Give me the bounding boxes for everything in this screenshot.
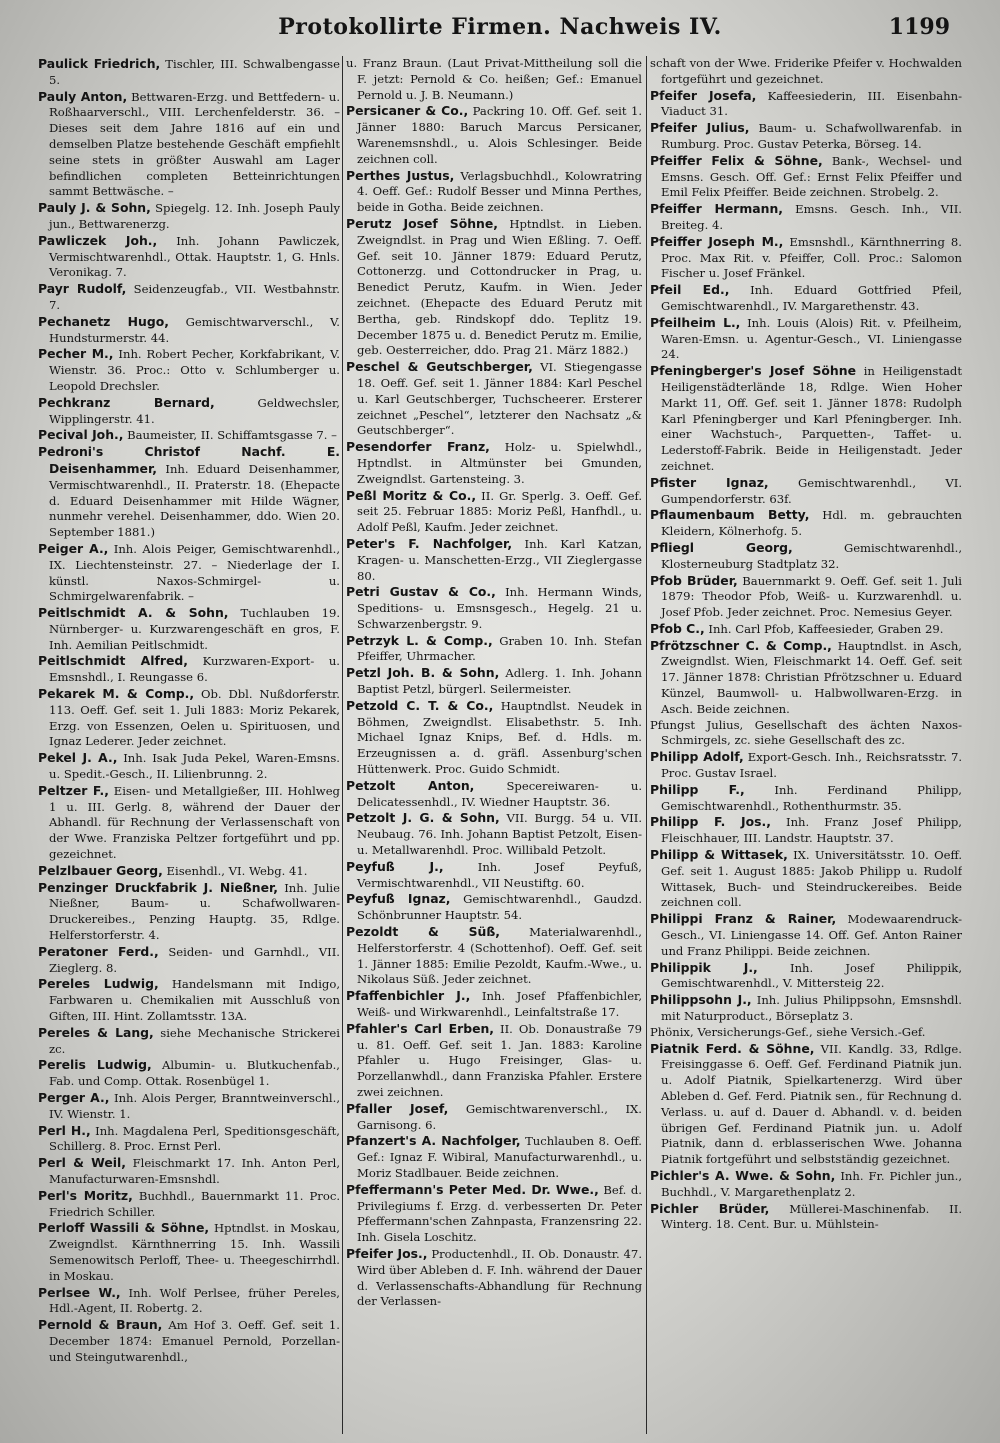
entry-text: VII. Kandlg. 33, Rdlge. Freisinggasse 6. Oeff. Gef. Ferdinand Piatnik jun. u. Adolf Piatnik, Spielkartenerzg. Wird über Ableben d. Gef. Ferd. Piatnik sen., für Rechnung d. Verlass. u. auf d. Dauer d. Abhandl. v. d. beiden übrigen Gef. Ferdinand Piatnik jun. u. Adolf Piatnik, dann d. erblasserischen Wwe. Johanna Piatnik fortgeführt und selbstständig gezeichnet. — [661, 1041, 962, 1167]
entry-text: Buchhdl., Bauernmarkt 11. Proc. Friedrich Schiller. — [49, 1188, 340, 1219]
firm-name: Pfister Ignaz, — [650, 474, 769, 490]
firm-name: Philipp F. Jos., — [650, 814, 771, 830]
firm-name: Pfeifer Josefa, — [650, 87, 757, 103]
firm-name: Payr Rudolf, — [38, 281, 127, 297]
firm-name: Pfahler's Carl Erben, — [346, 1020, 495, 1036]
entry-text: Eisen- und Metallgießer, III. Hohlweg 1 u. III. Gerlg. 8, während der Dauer der Abhandl. für Rechnung der Verlassenschaft von der Wwe. Franziska Peltzer fortgeführt und pp. gezeichnet. — [49, 783, 340, 862]
directory-entry — [650, 638, 962, 718]
firm-name: Pfaffenbichler J., — [346, 988, 471, 1004]
column-middle — [346, 56, 642, 1436]
firm-name: Peiger A., — [38, 540, 109, 556]
page-number: 1199 — [888, 14, 950, 40]
firm-name: Perthes Justus, — [346, 167, 455, 183]
directory-entry — [38, 1220, 340, 1284]
entry-text: Specereiwaren- u. Delicatessenhdl., IV. Wiedner Hauptstr. 36. — [357, 778, 642, 809]
firm-name: Pfeifer Julius, — [650, 120, 750, 136]
directory-entry — [38, 314, 340, 347]
entry-text: Inh. Alois Peiger, Gemischtwarenhdl., IX. Liechtensteinstr. 27. – Niederlage der I. künstl. Naxos-Schmirgel- u. Schmirgelwarenfabrik. – — [49, 541, 340, 604]
directory-entry — [38, 444, 340, 541]
firm-name: Pflaumenbaum Betty, — [650, 507, 810, 523]
column-divider — [646, 56, 647, 1434]
entry-text: Inh. Magdalena Perl, Speditionsgeschäft, Schillerg. 8. Proc. Ernst Perl. — [49, 1123, 340, 1154]
directory-entry — [650, 960, 962, 993]
directory-entry — [650, 911, 962, 959]
directory-entry — [650, 234, 962, 282]
firm-name: Pfob Brüder, — [650, 572, 738, 588]
entry-text: Inh. Franz Josef Philipp, Fleischhauer, III. Landstr. Hauptstr. 37. — [661, 815, 962, 846]
directory-entry — [38, 686, 340, 750]
entry-text: Verlagsbuchhdl., Kolowratring 4. Oeff. Gef.: Rudolf Besser und Minna Perthes, beide in Gotha. Beide zeichnen. — [357, 168, 642, 215]
directory-entry — [346, 584, 642, 632]
directory-entry — [346, 1133, 642, 1181]
directory-entry — [38, 346, 340, 394]
directory-entry — [38, 653, 340, 686]
firm-name: Perelis Ludwig, — [38, 1057, 152, 1073]
directory-entry — [650, 282, 962, 315]
directory-entry — [38, 233, 340, 281]
entry-text: Inh. Alois Perger, Branntweinverschl., IV. Wienstr. 1. — [49, 1091, 340, 1121]
firm-name: Pfanzert's A. Nachfolger, — [346, 1133, 521, 1149]
entry-text: Hauptndlst. in Asch, Zweigndlst. Wien, Fleischmarkt 14. Oeff. Gef. seit 17. Jänner 1878: Christian Pfrötzschner u. Eduard Künzel, Baumwoll- u. Halbwollwaren-Erzg. in Asch. Beide zeichnen. — [661, 638, 962, 716]
directory-entry — [650, 621, 962, 638]
directory-entry — [650, 153, 962, 201]
entry-text: Inh. Eduard Gottfried Pfeil, Gemischtwarenhdl., IV. Margarethenstr. 43. — [661, 283, 962, 313]
directory-entry — [346, 924, 642, 988]
firm-name: Petzolt Anton, — [346, 777, 475, 793]
firm-name: Pechkranz Bernard, — [38, 394, 215, 410]
directory-entry — [650, 749, 962, 782]
entry-text: II. Gr. Sperlg. 3. Oeff. Gef. seit 25. Februar 1885: Moriz Peßl, Hanfhdl., u. Adolf Peßl, Kaufm. Jeder zeichnet. — [357, 488, 642, 535]
entry-text: Hauptndlst. Neudek in Böhmen, Zweigndlst. Elisabethstr. 5. Inh. Michael Ignaz Knips, Bef. d. Hdls. m. Erzeugnissen a. d. gräfl. Assenburg'schen Hüttenwerk. Proc. Guido Schmidt. — [357, 698, 642, 777]
entry-text: Phönix, Versicherungs-Gef., siehe Versich.-Gef. — [650, 1024, 926, 1039]
entry-text: Tischler, III. Schwalbengasse 5. — [49, 57, 340, 87]
directory-entry — [650, 847, 962, 911]
firm-name: Peltzer F., — [38, 782, 109, 798]
entry-text: u. Franz Braun. (Laut Privat-Mittheilung soll die F. jetzt: Pernold & Co. heißen; Gef.: Emanuel Pernold u. J. B. Neumann.) — [346, 56, 642, 102]
directory-entry — [346, 488, 642, 536]
entry-text: Inh. Robert Pecher, Korkfabrikant, V. Wienstr. 36. Proc.: Otto v. Schlumberger u. Leopold Drechsler. — [49, 347, 340, 393]
firm-name: Philippik J., — [650, 959, 758, 975]
directory-entry — [650, 1168, 962, 1201]
entry-text: Gemischtwarenhdl., VI. Gumpendorferstr. 63f. — [661, 475, 962, 506]
firm-name: Pfrötzschner C. & Comp., — [650, 637, 832, 653]
firm-name: Peyfuß Ignaz, — [346, 891, 451, 907]
firm-name: Petzold C. T. & Co., — [346, 697, 494, 713]
directory-entry — [346, 1246, 642, 1310]
entry-text: Bef. d. Privilegiums f. Erzg. d. verbesserten Dr. Peter Pfeffermann'schen Zahnpasta, Franzensring 22. Inh. Gisela Loschitz. — [357, 1182, 642, 1245]
firm-name: Peyfuß J., — [346, 858, 444, 874]
directory-entry — [38, 863, 340, 880]
directory-entry — [650, 88, 962, 121]
directory-entry — [38, 541, 340, 605]
directory-entry — [38, 944, 340, 977]
directory-entry — [38, 1025, 340, 1058]
entry-text: Am Hof 3. Oeff. Gef. seit 1. December 1874: Emanuel Pernold, Porzellan- und Steingutwarenhdl., — [49, 1318, 340, 1364]
firm-name: Pfeil Ed., — [650, 282, 730, 298]
directory-entry — [650, 573, 962, 621]
firm-name: Pfaller Josef, — [346, 1100, 449, 1116]
directory-entry — [346, 103, 642, 167]
firm-name: Perger A., — [38, 1090, 110, 1105]
directory-entry — [38, 200, 340, 233]
entry-text: Gemischtwarenhdl., Klosterneuburg Stadtplatz 32. — [661, 540, 962, 571]
firm-name: Pereles Ludwig, — [38, 976, 159, 992]
firm-name: Pauly Anton, — [38, 88, 128, 104]
entry-text: Pfungst Julius, Gesellschaft des ächten Naxos-Schmirgels, zc. siehe Gesellschaft des zc. — [650, 717, 962, 748]
directory-entry — [38, 395, 340, 428]
entry-text: Baum- u. Schafwollwarenfab. in Rumburg. Proc. Gustav Peterka, Börseg. 14. — [661, 121, 962, 151]
entry-text: Inh. Johann Pawliczek, Vermischtwarenhdl., Ottak. Hauptstr. 1, G. Hnls. Veronikag. 7. — [49, 233, 340, 280]
directory-entry — [346, 1182, 642, 1246]
firm-name: Peßl Moritz & Co., — [346, 487, 477, 503]
firm-name: Pfeiffer Hermann, — [650, 201, 783, 217]
directory-entry — [650, 363, 962, 475]
firm-name: Peitlschmidt A. & Sohn, — [38, 605, 229, 621]
entry-text: Handelsmann mit Indigo, Farbwaren u. Chemikalien mit Ausschluß von Giften, III. Hint. Zollamtsstr. 13A. — [49, 977, 340, 1024]
directory-entry — [346, 168, 642, 216]
firm-name: Pawliczek Joh., — [38, 232, 158, 248]
firm-name: Peitlschmidt Alfred, — [38, 653, 188, 669]
entry-text: Modewaarendruck-Gesch., VI. Liniengasse 14. Off. Gef. Anton Rainer und Franz Philippi. Beide zeichnen. — [661, 912, 962, 958]
firm-name: Pechanetz Hugo, — [38, 313, 169, 329]
firm-name: Petrzyk L. & Comp., — [346, 632, 493, 648]
entry-text: Bank-, Wechsel- und Emsns. Gesch. Off. Gef.: Ernst Felix Pfeiffer und Emil Felix Pfeiffer. Beide zeichnen. Strobelg. 2. — [661, 153, 962, 200]
directory-entry — [38, 1123, 340, 1156]
firm-name: Perl H., — [38, 1122, 91, 1138]
directory-entry — [650, 507, 962, 540]
entry-text: IX. Universitätsstr. 10. Oeff. Gef. seit 1. August 1885: Jakob Philipp u. Rudolf Wittasek, Buch- und Steindruckereibes. Beide zeichnen coll. — [661, 848, 962, 910]
entry-text: Spiegelg. 12. Inh. Joseph Pauly jun., Bettwarenerzg. — [49, 201, 340, 231]
entry-text: Inh. Fr. Pichler jun., Buchhdl., V. Margarethenplatz 2. — [661, 1168, 962, 1199]
directory-entry — [38, 1285, 340, 1318]
entry-text: Bauernmarkt 9. Oeff. Gef. seit 1. Juli 1879: Theodor Pfob, Weiß- u. Kurzwarenhdl. u. Josef Pfob. Jeder zeichnet. Proc. Nemesius Geyer. — [661, 573, 962, 620]
entry-text: Tuchlauben 8. Oeff. Gef.: Ignaz F. Wibiral, Manufacturwarenhdl., u. Moriz Stadlbauer. Beide zeichnen. — [357, 1134, 642, 1180]
entry-text: Holz- u. Spielwhdl., Hptndlst. in Altmünster bei Gmunden, Zweigndlst. Gartensteing. 3. — [357, 440, 642, 486]
directory-entry — [346, 859, 642, 892]
entry-text: Inh. Carl Pfob, Kaffeesieder, Graben 29. — [708, 621, 944, 636]
firm-name: Pfeiffer Joseph M., — [650, 233, 784, 249]
directory-entry — [650, 540, 962, 573]
firm-name: Perl & Weil, — [38, 1155, 126, 1171]
firm-name: Pfeiffer Felix & Söhne, — [650, 152, 823, 168]
firm-name: Perlsee W., — [38, 1284, 121, 1300]
entry-text: Seiden- und Garnhdl., VII. Zieglerg. 8. — [49, 944, 340, 975]
entry-text: Inh. Julius Philippsohn, Emsnshdl. mit Naturproduct., Börseplatz 3. — [661, 993, 962, 1024]
firm-name: Pauly J. & Sohn, — [38, 200, 151, 216]
directory-entry — [650, 814, 962, 847]
entry-text: Tuchlauben 19. Nürnberger- u. Kurzwarengeschäft en gros, F. Inh. Aemilian Peitlschmidt. — [49, 606, 340, 652]
firm-name: Pezoldt & Süß, — [346, 924, 500, 940]
entry-text: Baumeister, II. Schiffamtsgasse 7. – — [127, 428, 337, 443]
directory-entry — [650, 1201, 962, 1234]
directory-entry — [650, 475, 962, 508]
firm-name: Pekel J. A., — [38, 750, 118, 766]
directory-entry — [650, 120, 962, 153]
directory-entry — [346, 439, 642, 487]
entry-text: Packring 10. Off. Gef. seit 1. Jänner 1880: Baruch Marcus Persicaner, Warenemsnshdl., u. Alois Schlesinger. Beide zeichnen coll. — [357, 104, 642, 166]
firm-name: Petzl Joh. B. & Sohn, — [346, 665, 500, 681]
entry-text: Emsnshdl., Kärnthnerring 8. Proc. Max Rit. v. Pfeiffer, Coll. Proc.: Salomon Fischer u. Josef Fränkel. — [661, 234, 962, 281]
directory-entry — [346, 665, 642, 698]
firm-name: Pedroni's Christof Nachf. E. Deisenhammer, — [38, 444, 340, 476]
entry-text: Müllerei-Maschinenfab. II. Winterg. 18. Cent. Bur. u. Mühlstein- — [661, 1201, 962, 1232]
firm-name: Pichler's A. Wwe. & Sohn, — [650, 1167, 836, 1183]
entry-text: Hptndlst. in Moskau, Zweigndlst. Kärnthnerring 15. Inh. Wassili Semenowitsch Perloff, Thee- u. Theegeschirrhdl. in Moskau. — [49, 1221, 340, 1283]
directory-entry — [650, 1025, 962, 1041]
directory-entry — [38, 1317, 340, 1365]
firm-name: Philipp F., — [650, 781, 745, 797]
entry-text: Kurzwaren-Export- u. Emsnshdl., I. Reungasse 6. — [49, 654, 340, 685]
entry-text: Inh. Josef Peyfuß, Vermischtwarenhdl., VII Neustiftg. 60. — [357, 859, 642, 890]
entry-text: Fleischmarkt 17. Inh. Anton Perl, Manufacturwaren-Emsnshdl. — [49, 1156, 340, 1186]
entry-text: Productenhdl., II. Ob. Donaustr. 47. Wird über Ableben d. F. Inh. während der Dauer d. Verlassenschafts-Abhandlung für Rechnung der Verlassen- — [357, 1246, 642, 1309]
firm-name: Pfeffermann's Peter Med. Dr. Wwe., — [346, 1181, 599, 1197]
firm-name: Piatnik Ferd. & Söhne, — [650, 1040, 815, 1056]
directory-entry — [346, 778, 642, 811]
firm-name: Perutz Josef Söhne, — [346, 215, 498, 231]
page-header — [40, 14, 960, 48]
entry-text: Inh. Hermann Winds, Speditions- u. Emsnsgesch., Hegelg. 21 u. Schwarzenbergstr. 9. — [357, 585, 642, 631]
entry-text: VI. Stiegengasse 18. Oeff. Gef. seit 1. Jänner 1884: Karl Peschel u. Karl Geutschberger, Tuchscheerer. Ersterer zeichnet „Peschel“, letzterer den Nachsatz „& Geutschberger“. — [357, 360, 642, 438]
directory-entry — [650, 992, 962, 1025]
entry-text: Hdl. m. gebrauchten Kleidern, Kölnerhofg. 5. — [661, 508, 962, 539]
directory-entry — [38, 1188, 340, 1221]
directory-entry — [650, 56, 962, 88]
firm-name: Pecival Joh., — [38, 427, 124, 443]
firm-name: Philippi Franz & Rainer, — [650, 911, 837, 927]
directory-entry — [38, 89, 340, 201]
entry-text: Geldwechsler, Wipplingerstr. 41. — [49, 395, 340, 426]
entry-text: Eisenhdl., VI. Webg. 41. — [166, 863, 308, 878]
directory-entry — [346, 633, 642, 666]
directory-entry — [346, 698, 642, 778]
entry-text: Inh. Karl Katzan, Kragen- u. Manschetten-Erzg., VII Zieglergasse 80. — [357, 536, 642, 583]
firm-name: Pecher M., — [38, 346, 114, 362]
directory-entry — [346, 56, 642, 103]
directory-entry — [346, 810, 642, 858]
entry-text: Inh. Josef Pfaffenbichler, Weiß- und Wirkwarenhdl., Leinfaltstraße 17. — [357, 989, 642, 1020]
firm-name: Pereles & Lang, — [38, 1024, 154, 1040]
entry-text: VII. Burgg. 54 u. VII. Neubaug. 76. Inh. Johann Baptist Petzolt, Eisen- u. Metallwarenhdl. Proc. Willibald Petzolt. — [357, 811, 642, 858]
firm-name: Pelzlbauer Georg, — [38, 862, 163, 878]
entry-text: Export-Gesch. Inh., Reichsratsstr. 7. Proc. Gustav Israel. — [661, 750, 962, 781]
entry-text: Materialwarenhdl., Helferstorferstr. 4 (Schottenhof). Oeff. Gef. seit 1. Jänner 1885: Emilie Pezoldt, Kaufm.-Wwe., u. Nikolaus Süß. Jeder zeichnet. — [357, 925, 642, 987]
firm-name: Peschel & Geutschberger, — [346, 359, 533, 375]
firm-name: Philippsohn J., — [650, 992, 752, 1008]
directory-entry — [38, 783, 340, 863]
entry-text: Adlerg. 1. Inh. Johann Baptist Petzl, bürgerl. Seilermeister. — [357, 666, 642, 697]
firm-name: Penzinger Druckfabrik J. Nießner, — [38, 879, 278, 895]
directory-entry — [650, 782, 962, 815]
directory-entry — [38, 976, 340, 1024]
directory-entry — [650, 315, 962, 363]
entry-text: Inh. Isak Juda Pekel, Waren-Emsns. u. Spedit.-Gesch., II. Lilienbrunng. 2. — [49, 751, 340, 782]
entry-text: II. Ob. Donaustraße 79 u. 81. Oeff. Gef. seit 1. Jan. 1883: Karoline Pfahler u. Hugo Freisinger, Glas- u. Porzellanwhdl., dann Franziska Pfahler. Erstere zwei zeichnen. — [357, 1021, 642, 1099]
firm-name: Peratoner Ferd., — [38, 943, 159, 959]
entry-text: Seidenzeugfab., VII. Westbahnstr. 7. — [49, 282, 340, 312]
column-right — [650, 56, 962, 1436]
page-title: Protokollirte Firmen. Nachweis IV. — [278, 14, 722, 40]
directory-entry — [38, 750, 340, 783]
directory-entry — [346, 1021, 642, 1101]
directory-entry — [346, 891, 642, 924]
directory-entry — [38, 281, 340, 314]
entry-text: Graben 10. Inh. Stefan Pfeiffer, Uhrmacher. — [357, 633, 642, 664]
entry-text: Kaffeesiederin, III. Eisenbahn-Viaduct 31. — [661, 88, 962, 119]
firm-name: Persicaner & Co., — [346, 103, 469, 119]
firm-name: Petri Gustav & Co., — [346, 584, 496, 600]
directory-entry — [346, 216, 642, 359]
firm-name: Philipp Adolf, — [650, 749, 744, 765]
firm-name: Paulick Friedrich, — [38, 56, 161, 71]
firm-name: Pichler Brüder, — [650, 1200, 770, 1216]
firm-name: Peter's F. Nachfolger, — [346, 535, 513, 551]
column-divider — [342, 56, 343, 1434]
entry-text: Gemischtwarenhdl., Gaudzd. Schönbrunner Hauptstr. 54. — [357, 892, 642, 923]
firm-name: Pernold & Braun, — [38, 1317, 163, 1333]
directory-entry — [38, 427, 340, 444]
entry-text: Inh. Wolf Perlsee, früher Pereles, Hdl.-Agent, II. Robertg. 2. — [49, 1285, 340, 1316]
directory-entry — [346, 988, 642, 1021]
firm-name: Perl's Moritz, — [38, 1187, 133, 1203]
firm-name: Petzolt J. G. & Sohn, — [346, 810, 500, 826]
entry-text: in Heiligenstadt Heiligenstädterlände 18, Rdlge. Wien Hoher Markt 11, Off. Gef. seit 1. Jänner 1878: Rudolph Karl Pfeningberger und Karl Pfeningberger. Inh. einer Wachstuch-, Parquetten-, Taffet- u. Lederstoff-Fabrik. Beide in Heiligenstadt. Jeder zeichnet. — [661, 364, 962, 473]
firm-name: Philipp & Wittasek, — [650, 847, 788, 863]
entry-text: Inh. Eduard Deisenhammer, Vermischtwarenhdl., II. Praterstr. 18. (Ehepacte d. Eduard Deisenhammer mit Hilde Wägner, nunmehr verehel. Deisenhammer, ddo. Wien 20. September 1881.) — [49, 461, 340, 540]
directory-entry — [38, 880, 340, 944]
column-left — [38, 56, 340, 1436]
directory-entry — [38, 1155, 340, 1188]
firm-name: Pfeningberger's Josef Söhne — [650, 363, 856, 379]
entry-text: Emsns. Gesch. Inh., VII. Breiteg. 4. — [661, 202, 962, 232]
entry-text: Inh. Julie Nießner, Baum- u. Schafwollwaren-Druckereibes., Penzing Hauptg. 35, Rdlge. Helferstorferstr. 4. — [49, 880, 340, 943]
directory-entry — [346, 536, 642, 584]
entry-text: Albumin- u. Blutkuchenfab., Fab. und Comp. Ottak. Rosenbügel 1. — [49, 1058, 340, 1089]
entry-text: siehe Mechanische Strickerei zc. — [49, 1025, 340, 1056]
entry-text: Hptndlst. in Lieben. Zweigndlst. in Prag und Wien Eßling. 7. Oeff. Gef. seit 10. Jänner 1879: Eduard Perutz, Cottonerzg. und Cottondrucker in Prag, u. Benedict Perutz, Kaufm. in Wien. Jeder zeichnet. (Ehepacte des Eduard Perutz mit Bertha, geb. Rindskopf ddo. Teplitz 19. December 1875 u. d. Benedict Perutz m. Emilie, geb. Oesterreicher, ddo. Prag 21. März 1882.) — [357, 216, 642, 358]
firm-name: Pekarek M. & Comp., — [38, 686, 195, 702]
directory-entry — [650, 1041, 962, 1168]
directory-entry — [38, 56, 340, 89]
entry-text: Inh. Josef Philippik, Gemischtwarenhdl., V. Mittersteig 22. — [661, 960, 962, 991]
firm-name: Pfeilheim L., — [650, 314, 741, 330]
entry-text: Gemischtwarverschl., V. Hundsturmerstr. 44. — [49, 314, 340, 345]
firm-name: Pfob C., — [650, 620, 705, 636]
firm-name: Pfeifer Jos., — [346, 1245, 428, 1261]
directory-entry — [346, 359, 642, 439]
directory-entry — [38, 605, 340, 653]
directory-entry — [38, 1090, 340, 1123]
entry-text: Ob. Dbl. Nußdorferstr. 113. Oeff. Gef. seit 1. Juli 1883: Moriz Pekarek, Erzg. von Essenzen, Oelen u. Spirituosen, und Ignaz Lederer. Jeder zeichnet. — [49, 687, 340, 749]
directory-entry — [650, 718, 962, 750]
directory-entry — [38, 1057, 340, 1090]
entry-text: Inh. Ferdinand Philipp, Gemischtwarenhdl., Rothenthurmstr. 35. — [661, 782, 962, 813]
firm-name: Pesendorfer Franz, — [346, 439, 490, 455]
entry-text: schaft von der Wwe. Friderike Pfeifer v. Hochwalden fortgeführt und gezeichnet. — [650, 56, 962, 86]
directory-entry — [346, 1101, 642, 1134]
entry-text: Bettwaren-Erzg. und Bettfedern- u. Roßhaarverschl., VIII. Lerchenfelderstr. 36. – Dieses seit dem Jahre 1816 auf ein und demselben Platze bestehende Geschäft empfiehlt seine stets in größter Auswahl am Lager befindlichen completen Betteinrichtungen sammt Bettwäsche. – — [49, 89, 340, 199]
entry-text: Gemischtwarenverschl., IX. Garnisong. 6. — [357, 1101, 642, 1132]
entry-text: Inh. Louis (Alois) Rit. v. Pfeilheim, Waren-Emsn. u. Agentur-Gesch., VI. Liniengasse 24. — [661, 315, 962, 362]
directory-entry — [650, 201, 962, 234]
firm-name: Perloff Wassili & Söhne, — [38, 1220, 210, 1236]
firm-name: Pfliegl Georg, — [650, 539, 793, 555]
